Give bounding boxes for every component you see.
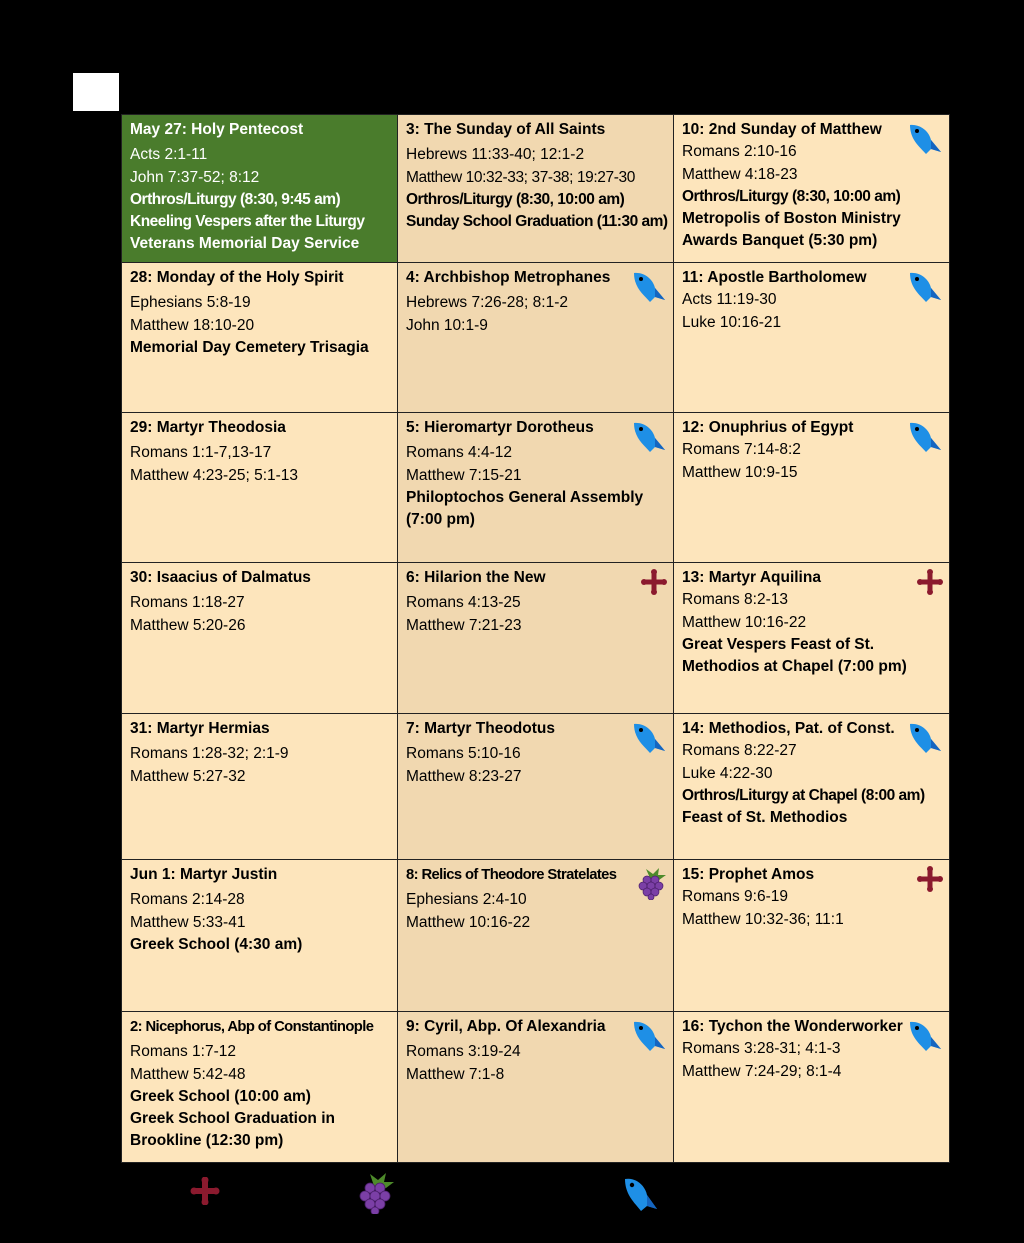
day-title: 31: Martyr Hermias <box>130 720 270 737</box>
reading-line: John 10:1-9 <box>406 316 488 334</box>
day-cell <box>398 115 674 263</box>
event-line: Veterans Memorial Day Service <box>130 235 360 253</box>
day-cell <box>398 714 674 860</box>
day-cell <box>398 860 674 1012</box>
day-title: 15: Prophet Amos <box>682 866 815 883</box>
reading-line: Luke 10:16-21 <box>682 313 782 331</box>
event-line: Feast of St. Methodios <box>682 809 848 827</box>
event-line: Memorial Day Cemetery Trisagia <box>130 338 369 356</box>
event-line: Great Vespers Feast of St. <box>682 635 875 653</box>
day-cell <box>122 563 398 714</box>
day-cell <box>122 115 398 263</box>
reading-line: Matthew 10:32-36; 11:1 <box>682 910 844 928</box>
day-cell <box>674 1012 950 1163</box>
reading-line: Matthew 10:32-33; 37-38; 19:27-30 <box>406 168 635 186</box>
day-title: May 27: Holy Pentecost <box>130 121 304 138</box>
event-line: Methodios at Chapel (7:00 pm) <box>682 658 907 676</box>
fish-icon <box>907 720 943 761</box>
reading-line: Matthew 4:18-23 <box>682 165 798 183</box>
event-line: Philoptochos General Assembly <box>406 488 644 506</box>
day-title: 16: Tychon the Wonderworker <box>682 1018 903 1035</box>
reading-line: Hebrews 7:26-28; 8:1-2 <box>406 294 568 312</box>
day-title: 7: Martyr Theodotus <box>406 720 555 737</box>
day-cell <box>122 860 398 1012</box>
reading-line: Romans 3:28-31; 4:1-3 <box>682 1040 841 1058</box>
reading-line: Romans 7:14-8:2 <box>682 441 801 459</box>
reading-line: Romans 4:13-25 <box>406 594 521 612</box>
day-title: 6: Hilarion the New <box>406 569 546 586</box>
day-title: 4: Archbishop Metrophanes <box>406 269 611 286</box>
reading-line: Romans 1:28-32; 2:1-9 <box>130 745 289 763</box>
day-cell <box>674 563 950 714</box>
event-line: Orthros/Liturgy at Chapel (8:00 am) <box>682 786 925 804</box>
day-title: 8: Relics of Theodore Stratelates <box>406 867 617 883</box>
day-cell <box>674 860 950 1012</box>
day-cell <box>398 263 674 413</box>
day-title: 10: 2nd Sunday of Matthew <box>682 121 882 138</box>
event-line: Awards Banquet (5:30 pm) <box>682 232 878 250</box>
day-title: 28: Monday of the Holy Spirit <box>130 269 344 286</box>
reading-line: Romans 4:4-12 <box>406 444 512 462</box>
day-title: 5: Hieromartyr Dorotheus <box>406 419 594 436</box>
reading-line: Luke 4:22-30 <box>682 764 773 782</box>
reading-line: Matthew 5:42-48 <box>130 1065 246 1083</box>
reading-line: Matthew 10:9-15 <box>682 463 798 481</box>
day-title: 13: Martyr Aquilina <box>682 569 821 586</box>
cross-icon <box>917 569 943 602</box>
day-cell <box>122 714 398 860</box>
reading-line: Matthew 10:16-22 <box>406 913 531 931</box>
day-cell <box>674 263 950 413</box>
reading-line: Matthew 10:16-22 <box>682 613 807 631</box>
day-title: 11: Apostle Bartholomew <box>682 269 867 286</box>
day-cell <box>674 413 950 563</box>
reading-line: Romans 1:18-27 <box>130 594 245 612</box>
event-line: Orthros/Liturgy (8:30, 10:00 am) <box>406 190 625 208</box>
day-cell <box>674 115 950 263</box>
day-title: 29: Martyr Theodosia <box>130 419 286 436</box>
reading-line: Romans 1:1-7,13-17 <box>130 444 272 462</box>
reading-line: Hebrews 11:33-40; 12:1-2 <box>406 146 585 164</box>
reading-line: Matthew 18:10-20 <box>130 316 255 334</box>
day-title: 3: The Sunday of All Saints <box>406 121 606 138</box>
fish-icon <box>631 419 667 460</box>
reading-line: Matthew 7:21-23 <box>406 616 522 634</box>
grapes-icon <box>637 866 667 907</box>
event-line: Greek School (10:00 am) <box>130 1087 311 1105</box>
reading-line: Acts 2:1-11 <box>130 146 208 164</box>
reading-line: Matthew 8:23-27 <box>406 767 522 785</box>
day-cell <box>122 1012 398 1163</box>
cross-icon <box>190 1177 220 1210</box>
fish-icon <box>907 1018 943 1059</box>
fish-icon <box>621 1173 659 1218</box>
day-title: Jun 1: Martyr Justin <box>130 866 278 883</box>
event-line: Brookline (12:30 pm) <box>130 1132 284 1150</box>
reading-line: Matthew 5:20-26 <box>130 616 246 634</box>
event-line: Greek School (4:30 am) <box>130 935 303 953</box>
reading-line: Romans 2:14-28 <box>130 891 245 909</box>
day-title: 14: Methodios, Pat. of Const. <box>682 720 895 737</box>
reading-line: Matthew 4:23-25; 5:1-13 <box>130 466 299 484</box>
day-cell <box>122 263 398 413</box>
reading-line: Matthew 5:27-32 <box>130 767 246 785</box>
reading-line: Romans 5:10-16 <box>406 745 521 763</box>
fish-icon <box>631 269 667 310</box>
reading-line: Romans 3:19-24 <box>406 1043 521 1061</box>
event-line: Orthros/Liturgy (8:30, 9:45 am) <box>130 190 341 208</box>
calendar-grid <box>121 114 950 1163</box>
day-title: 2: Nicephorus, Abp of Constantinople <box>130 1019 374 1035</box>
reading-line: Matthew 7:24-29; 8:1-4 <box>682 1062 842 1080</box>
day-cell <box>398 1012 674 1163</box>
reading-line: Ephesians 2:4-10 <box>406 891 527 909</box>
fish-icon <box>631 720 667 761</box>
reading-line: Romans 2:10-16 <box>682 143 797 161</box>
fish-icon <box>907 419 943 460</box>
cross-icon <box>641 569 667 602</box>
day-title: 9: Cyril, Abp. Of Alexandria <box>406 1018 606 1035</box>
event-line: Orthros/Liturgy (8:30, 10:00 am) <box>682 187 901 205</box>
day-cell <box>674 714 950 860</box>
event-line: Greek School Graduation in <box>130 1110 335 1128</box>
day-title: 30: Isaacius of Dalmatus <box>130 569 311 586</box>
fish-icon <box>907 121 943 162</box>
day-cell <box>398 563 674 714</box>
reading-line: Romans 8:2-13 <box>682 591 788 609</box>
corner-white-box <box>73 73 119 111</box>
reading-line: Matthew 7:15-21 <box>406 466 522 484</box>
fish-icon <box>907 269 943 310</box>
day-title: 12: Onuphrius of Egypt <box>682 419 854 436</box>
day-cell <box>398 413 674 563</box>
event-line: Kneeling Vespers after the Liturgy <box>130 213 365 231</box>
reading-line: Ephesians 5:8-19 <box>130 294 251 312</box>
reading-line: Romans 1:7-12 <box>130 1043 236 1061</box>
reading-line: Acts 11:19-30 <box>682 291 777 309</box>
reading-line: John 7:37-52; 8:12 <box>130 168 260 186</box>
event-line: Metropolis of Boston Ministry <box>682 210 901 228</box>
reading-line: Matthew 5:33-41 <box>130 913 246 931</box>
fish-icon <box>631 1018 667 1059</box>
event-line: Sunday School Graduation (11:30 am) <box>406 213 668 231</box>
cross-icon <box>917 866 943 899</box>
event-line: (7:00 pm) <box>406 511 475 529</box>
reading-line: Romans 9:6-19 <box>682 888 788 906</box>
day-cell <box>122 413 398 563</box>
grapes-icon <box>356 1170 398 1219</box>
reading-line: Matthew 7:1-8 <box>406 1065 505 1083</box>
reading-line: Romans 8:22-27 <box>682 742 797 760</box>
